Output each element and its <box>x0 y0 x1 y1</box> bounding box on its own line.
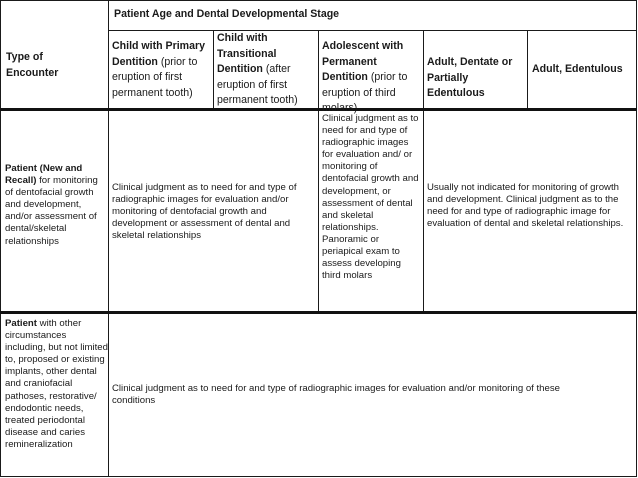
column-header-permanent-dentition <box>322 39 422 117</box>
row-1-adult-cell <box>427 182 634 230</box>
header-bottom-rule <box>0 108 637 111</box>
column-header-bold: Adult, Dentate or Partially Edentulous <box>427 56 513 99</box>
table-border-right <box>636 0 637 477</box>
row-label-text: for monitoring of dentofacial growth and development, and/or assessment of dental/skeletal relationships <box>5 175 98 247</box>
table-border-bottom <box>0 476 637 477</box>
column-header-bold: Child with Transitional Dentition <box>217 32 277 75</box>
col-divider-4 <box>423 31 424 312</box>
column-header-note: (prior to eruption of third molars) <box>322 71 408 114</box>
column-header-primary-dentition <box>112 39 212 101</box>
cell-text: Usually not indicated for monitoring of growth and development. Clinical judgment as to the need for and type of radiographic image for evaluation of dental and skeletal relationships. <box>427 182 624 230</box>
row-1-label <box>5 163 108 248</box>
table-border-left <box>0 0 1 477</box>
type-header-line-1: Type of <box>6 51 43 63</box>
table-border-top <box>0 0 637 1</box>
group-header <box>114 7 614 23</box>
cell-text: Clinical judgment as to need for and type of radiographic images for evaluation and/or monitoring of these conditions <box>112 383 560 407</box>
row-2-label <box>5 318 108 451</box>
col-divider-type <box>108 0 109 477</box>
col-divider-2 <box>213 31 214 109</box>
row-divider <box>0 311 637 314</box>
row-label-text: with other circumstances including, but not limited to, proposed or existing implants, other dental and craniofacial pathoses, restorative/ endodontic needs, treated periodontal disease and caries remineralization <box>5 318 108 450</box>
column-header-bold: Adolescent with Permanent Dentition <box>322 40 404 83</box>
row-label-bold: Patient <box>5 318 37 329</box>
column-header-bold: Child with Primary Dentition <box>112 40 206 68</box>
type-header-line-2: Encounter <box>6 66 59 79</box>
cell-text: Clinical judgment as to need for and type of radiographic images for evaluation and/or monitoring of dentofacial growth and development or assessment of dental and skeletal relationships <box>112 182 297 242</box>
column-header-note: (after eruption of first permanent tooth) <box>217 63 298 106</box>
column-header-transitional-dentition <box>217 31 317 109</box>
column-header-adult-dentate <box>427 55 527 102</box>
group-header-divider <box>108 30 637 31</box>
group-header-text: Patient Age and Dental Developmental Stage <box>114 8 340 20</box>
row-label-bold: Patient (New and Recall) <box>5 163 83 187</box>
col-divider-3 <box>318 31 319 312</box>
column-header-bold: Adult, Edentulous <box>532 63 623 75</box>
col-divider-5 <box>527 31 528 109</box>
column-header-adult-edentulous <box>532 62 636 78</box>
column-header-note: (prior to eruption of first permanent tooth) <box>112 55 198 99</box>
row-1-adolescent-cell <box>322 113 422 282</box>
cell-text: Clinical judgment as to need for and type of radiographic images for evaluation and/ or monitoring of dentofacial growth and development, or assessment of dental and skeletal relationships. Panoramic or periapical exam to assess developing third molars <box>322 113 419 282</box>
type-of-encounter-header <box>6 50 104 81</box>
row-2-all-ages-cell <box>112 383 602 407</box>
row-1-child-cell <box>112 182 315 242</box>
